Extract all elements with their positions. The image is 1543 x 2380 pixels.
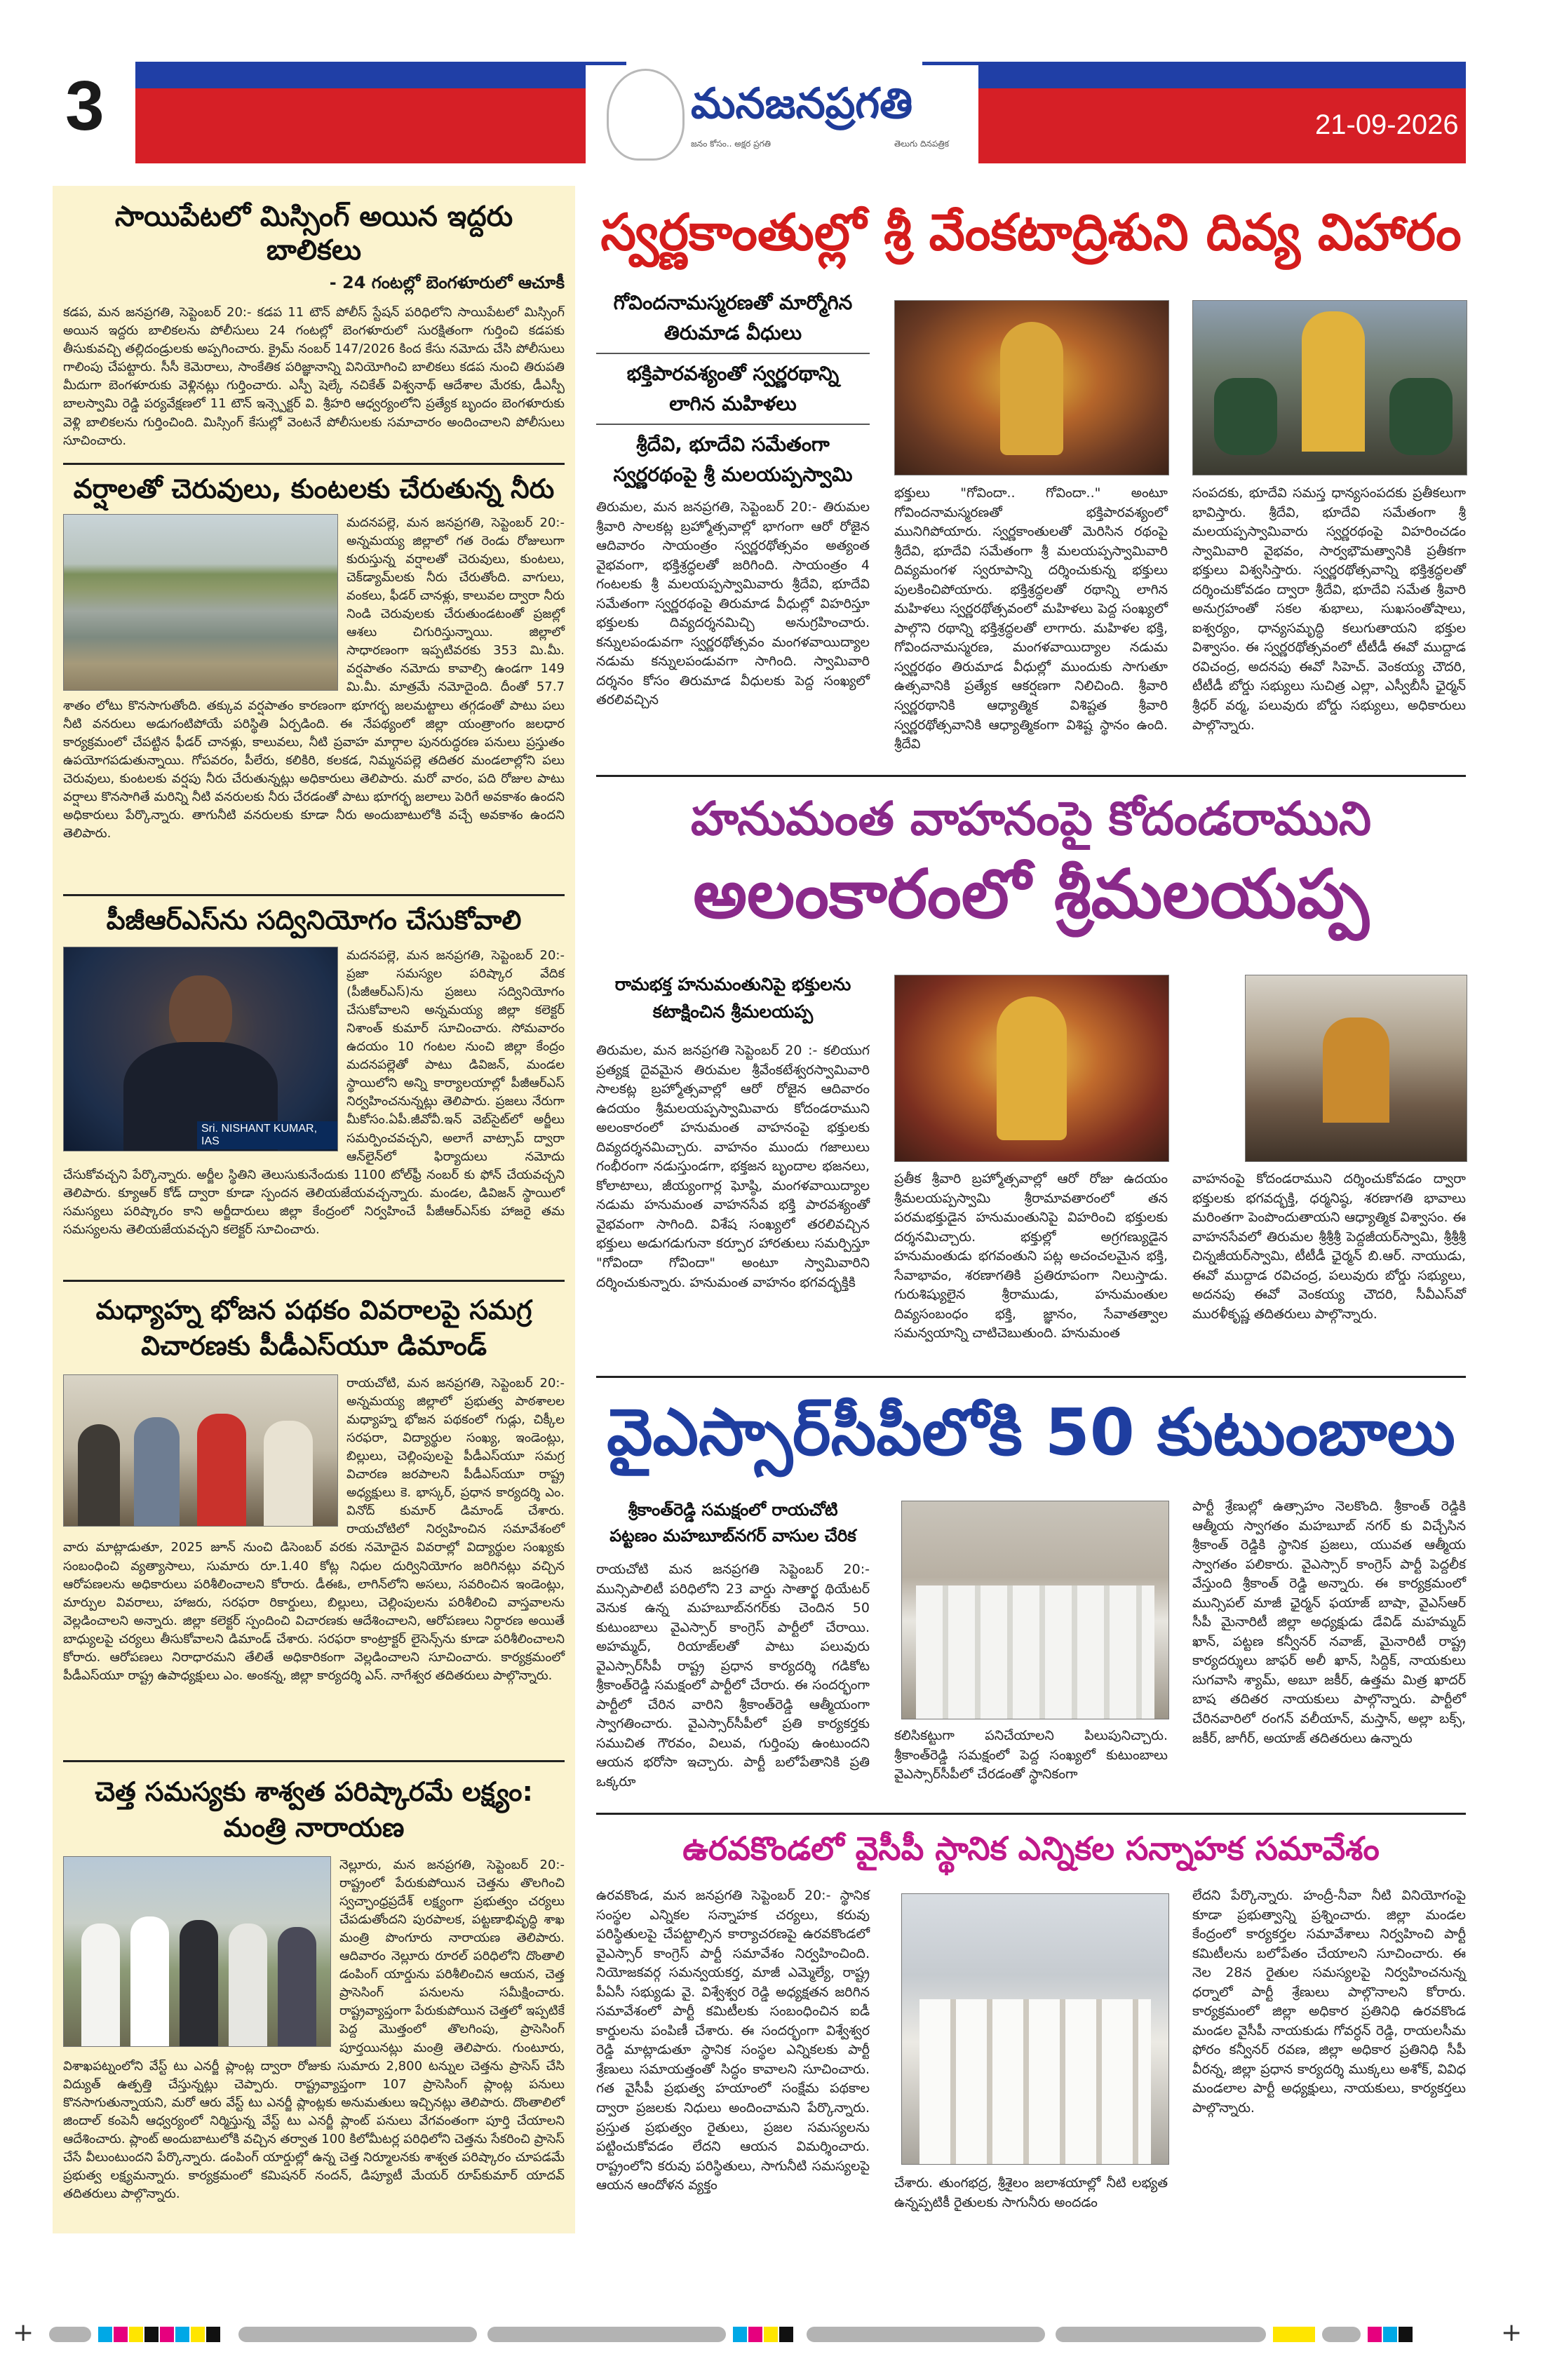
- divider: [63, 1280, 565, 1282]
- photo-malayappa-deity: [894, 300, 1169, 475]
- article-tanks-filling: [63, 473, 565, 843]
- article-body: కడప, మన జనప్రగతి, సెప్టెంబర్ 20:- కడప 11 టౌన్ పోలీస్ స్టేషన్ పరిధిలోని సాయిపేటలో మిస్సింగ్ అయిన ఇద్దరు బాలికలను పోలీసులు 24 గంటల్లో బెంగళూరులో సురక్షితంగా గుర్తించి కడపకు తీసుకువచ్చి తల్లిదండ్రులకు అప్పగించారు. క్రైమ్ నంబర్ 147/2026 కింద కేసు నమోదు చేసి పోలీసులు గాలింపు చేపట్టారు. సీసీ కెమెరాలు, సాంకేతిక పరిజ్ఞానాన్ని వినియోగించి బాలికలు కడప నుంచి తిరుపతి మీదుగా బెంగళూరుకు వెళ్లినట్లు గుర్తించారు. ఎస్పీ షెల్కే నచికేత్ విశ్వనాథ్ ఆదేశాల మేరకు, డీఎస్పీ బాలస్వామి రెడ్డి పర్యవేక్షణలో 11 టౌన్ ఇన్స్పెక్టర్ వి. శ్రీహరి ఆధ్వర్యంలోని ప్రత్యేక బృందం బెంగళూరుకు వెళ్లి బాలికలను గుర్తించింది. మిస్సింగ్ కేసుల్లో వెంటనే పోలీసులకు సమాచారం అందించాలని పోలీసులు సూచించారు.: [63, 305, 565, 448]
- color-swatch: [206, 2327, 220, 2342]
- color-swatch: [114, 2327, 128, 2342]
- photo-minister-visit: [63, 1856, 331, 2047]
- article-column: ఉరవకొండ, మన జనప్రగతి సెప్టెంబర్ 20:- స్థానిక సంస్థల ఎన్నికల సన్నాహక చర్యలు, కరువు పరిస్థితులపై చేపట్టాల్సిన కార్యాచరణపై ఉరవకొండలో వైఎస్సార్ కాంగ్రెస్ పార్టీ సమావేశం నిర్వహించింది. నియోజకవర్గ సమన్వయకర్త, మాజీ ఎమ్మెల్యే, రాష్ట్ర పీఏసీ సభ్యుడు వై. విశ్వేశ్వర రెడ్డి అధ్యక్షతన జరిగిన సమావేశంలో పార్టీ కమిటీలకు సంబంధించిన ఐడీ కార్డులను పంపిణీ చేశారు. ఈ సందర్భంగా విశ్వేశ్వర రెడ్డి మాట్లాడుతూ స్థానిక సంస్థల ఎన్నికలకు పార్టీ శ్రేణులు సమాయత్తంతో సిద్ధం కావాలని సూచించారు. గత వైసీపీ ప్రభుత్వ హయాంలో సంక్షేమ పథకాల ద్వారా ప్రజలకు నిధులు అందించామని పేర్కొన్నారు. ప్రస్తుత ప్రభుత్వం రైతులు, ప్రజల సమస్యలను పట్టించుకోవడం లేదని ఆయన విమర్శించారు. రాష్ట్రంలోని కరువు పరిస్థితులు, సాగునీటి సమస్యలపై ఆయన ఆందోళన వ్యక్తం: [596, 1888, 870, 2193]
- subheadline-line: గోవిందనామస్మరణతో మార్మోగిన: [613, 291, 853, 314]
- headline: మధ్యాహ్న భోజన పథకం వివరాలపై సమగ్ర విచారణకు పీడీఎస్‌యూ డిమాండ్: [95, 1294, 532, 1362]
- article-column: తిరుమల, మన జనప్రగతి, సెప్టెంబర్ 20:- తిరుమల శ్రీవారి సాలకట్ల బ్రహ్మోత్సవాల్లో భాగంగా ఆరో రోజైన ఆదివారం సాయంత్రం స్వర్ణరథోత్సవం అత్యంత వైభవంగా, భక్తిశ్రద్ధలతో జరిగింది. సాయంత్రం 4 గంటలకు శ్రీ మలయప్పస్వామివారు శ్రీదేవి, భూదేవి సమేతంగా స్వర్ణరథంపై తిరుమాడ వీధుల్లో విహరిస్తూ భక్తులకు దివ్యదర్శనమిచ్చి అనుగ్రహించారు. కన్నులపండువగా స్వర్ణరథోత్సవం మంగళవాయిద్యాల నడుమ కన్నులపండువగా సాగింది. స్వామివారి దర్శనం కోసం తిరుమాడ వీధులకు పెద్ద సంఖ్యలో తరలివచ్చిన: [596, 499, 870, 708]
- color-swatch: [160, 2327, 174, 2342]
- article-midday-meal: [63, 1292, 565, 1685]
- subheadline-line: భక్తిపారవశ్యంతో స్వర్ణరథాన్ని: [596, 353, 870, 388]
- headline-uravakonda-meeting: ఉరవకొండలో వైసీపీ స్థానిక ఎన్నికల సన్నాహక సమావేశం: [682, 1830, 1380, 1867]
- masthead: [53, 62, 1466, 163]
- photo-collector: [63, 947, 338, 1151]
- subheadline-line: రామభక్త హనుమంతునిపై భక్తులను: [614, 974, 851, 994]
- article-column: ప్రతీక శ్రీవారి బ్రహ్మోత్సవాల్లో ఆరో రోజు ఉదయం శ్రీమలయప్పస్వామి శ్రీరామావతారంలో తన పరమభక్తుడైన హనుమంతునిపై విహరించి భక్తులకు దర్శనమిచ్చారు. భక్తుల్లో అగ్రగణ్యుడైన హనుమంతుడు భగవంతుని పట్ల అచంచలమైన భక్తి, సేవాభావం, శరణాగతికి ప్రతిరూపంగా నిలుస్తాడు. గురుశిష్యులైన శ్రీరాముడు, హనుమంతుల దివ్యసంబంధం భక్తి, జ్ఞానం, సేవాతత్వాల సమన్వయాన్ని చాటిచెబుతుంది. హనుమంత: [894, 1171, 1168, 1341]
- photo-golden-chariot: [1192, 300, 1467, 475]
- page-number-box: [53, 62, 130, 163]
- subheadline-line: శ్రీదేవి, భూదేవి సమేతంగా: [596, 424, 870, 459]
- headline-ysrcp-joining: వైఎస్సార్‌సీపీలోకి 50 కుటుంబాలు: [607, 1395, 1455, 1470]
- color-swatch: [129, 2327, 143, 2342]
- subheadline-line: లాగిన మహిళలు: [669, 392, 797, 416]
- headline: వర్షాలతో చెరువులు, కుంటలకు చేరుతున్న నీరు: [73, 473, 555, 504]
- photo-hanumantha-vahanam: [894, 975, 1169, 1162]
- subheadline-list: [596, 288, 870, 489]
- article-body: నెల్లూరు, మన జనప్రగతి, సెప్టెంబర్ 20:- రాష్ట్రంలో పేరుకుపోయిన చెత్తను తొలగించి స్వచ్ఛాంధ్రప్రదేశ్ లక్ష్యంగా ప్రభుత్వం చర్యలు చేపడుతోందని పురపాలక, పట్టణాభివృద్ధి శాఖ మంత్రి పొంగూరు నారాయణ తెలిపారు. ఆదివారం నెల్లూరు రూరల్ పరిధిలోని దొంతాలి డంపింగ్ యార్డును పరిశీలించిన ఆయన, చెత్త ప్రాసెసింగ్ పనులను సమీక్షించారు. రాష్ట్రవ్యాప్తంగా పేరుకుపోయిన చెత్తలో ఇప్పటికే పెద్ద మొత్తంలో తొలగింపు, ప్రాసెసింగ్ పూర్తయినట్లు మంత్రి తెలిపారు. గుంటూరు, విశాఖపట్నంలోని వేస్ట్ టు ఎనర్జీ ప్లాంట్ల ద్వారా రోజుకు సుమారు 2,800 టన్నుల చెత్తను ప్రాసెస్ చేసి విద్యుత్ ఉత్పత్తి చేస్తున్నట్లు చెప్పారు. రాష్ట్రవ్యాప్తంగా 107 ప్రాసెసింగ్ ప్లాంట్ల పనులు కొనసాగుతున్నాయని, మరో ఆరు వేస్ట్ టు ఎనర్జీ ప్లాంట్లకు అనుమతులు ఇచ్చినట్లు తెలిపారు. దొంతాలిలో జిందాల్ కంపెనీ ఆధ్వర్యంలో నిర్మిస్తున్న వేస్ట్ టు ఎనర్జీ ప్లాంట్ పనులు వేగవంతంగా పూర్తి చేయాలని ఆదేశించారు. ప్లాంట్ అందుబాటులోకి వచ్చిన తర్వాత 100 కిలోమీటర్ల పరిధిలోని చెత్తను సేకరించి ప్రాసెస్ చేసే వీలుంటుందని పేర్కొన్నారు. డంపింగ్ యార్డుల్లో ఉన్న చెత్త నిర్మూలనకు శాశ్వత పరిష్కారం చూపడమే ప్రభుత్వ లక్ష్యమన్నారు. కార్యక్రమంలో కమిషనర్ నందన్, డిప్యూటీ మేయర్ రూప్‌కుమార్ యాదవ్ తదితరులు పాల్గొన్నారు.: [63, 1857, 565, 2202]
- person-silhouette: [169, 975, 232, 1053]
- article-column: లేదని పేర్కొన్నారు. హంద్రీ-నీవా నీటి వినియోగంపై కూడా ప్రభుత్వాన్ని ప్రశ్నించారు. జిల్లా మండల కేంద్రంలో కార్యకర్తల సమావేశాలు నిర్వహించి పార్టీ కమిటీలను బలోపేతం చేయాలని సూచించారు. ఈ నెల 28న రైతుల సమస్యలపై నిర్వహించనున్న ధర్నాలో పార్టీ శ్రేణులు పాల్గొనాలని కోరారు. కార్యక్రమంలో జిల్లా అధికార ప్రతినిధి ఉరవకొండ మండల వైసీపీ నాయకుడు గోవర్ధన్ రెడ్డి, రాయలసీమ ఫోరం కన్వీనర్ రవణ, జిల్లా అధికార ప్రతినిధి సీపీ వీరన్న, జిల్లా ప్రధాన కార్యదర్శి ముక్కలు అశోక్, వివిధ మండలాల పార్టీ అధ్యక్షులు, నాయకులు, కార్యకర్తలు పాల్గొన్నారు.: [1192, 1888, 1466, 2116]
- headline-hanumantha-line1: హనుమంత వాహనంపై కోదండరాముని: [690, 792, 1372, 846]
- headline: చెత్త సమస్యకు శాశ్వత పరిష్కారమే లక్ష్యం: మంత్రి నారాయణ: [95, 1776, 533, 1844]
- headline: సాయిపేటలో మిస్సింగ్ అయిన ఇద్దరు బాలికలు: [114, 201, 513, 266]
- masthead-bar-right: [922, 62, 1466, 163]
- article-column: పార్టీ శ్రేణుల్లో ఉత్సాహం నెలకొంది. శ్రీకాంత్ రెడ్డికి ఆత్మీయ స్వాగతం మహబూబ్ నగర్ కు విచ్చేసిన శ్రీకాంత్ రెడ్డికి స్థానిక ప్రజలు, యువత ఆత్మీయ స్వాగతం పలికారు. వైఎస్సార్ కాంగ్రెస్ పార్టీ పెద్దలీక వేస్తుంది శ్రీకాంత్ రెడ్డి అన్నారు. ఈ కార్యక్రమంలో మున్సిపల్ మాజీ ఛైర్మన్ ఫయాజ్ బాషా, వైఎస్ఆర్ సీపీ మైనారిటీ జిల్లా అధ్యక్షుడు డేవిడ్ మహమ్మద్ ఖాన్, పట్టణ కన్వీనర్ నవాజ్, మైనారిటీ రాష్ట్ర కార్యదర్శులు జాఫర్ అలీ ఖాన్, సిద్దిక్, నాయకులు సుగవాసి శ్యామ్, అబూ జకీర్, ఉత్తమ మిత్ర ఖాదర్ బాష తదితర నాయకులు పాల్గొన్నారు. పార్టీలో చేరినవారిలో రంగన్ వలీయాన్, మస్తాన్, అల్లా బక్స్, జకీర్, జాగీర్, అయాజ్ తదితరులు ఉన్నారు: [1192, 1499, 1466, 1746]
- subheadline-list: [596, 1497, 870, 1549]
- color-swatch: [175, 2327, 189, 2342]
- paper-language-tag: తెలుగు దినపత్రిక: [894, 139, 950, 149]
- headline: పీజీఆర్ఎస్‌ను సద్వినియోగం చేసుకోవాలి: [106, 905, 522, 935]
- photo-water-tank: [63, 514, 338, 691]
- page-number: 3: [65, 67, 105, 145]
- headline-hanumantha-line2: అలంకారంలో శ్రీమలయప్ప: [693, 855, 1369, 933]
- photo-pdsu-meeting: [63, 1374, 338, 1527]
- paper-name: మనజనప్రగతి: [691, 79, 913, 128]
- article-body: రాయచోటి, మన జనప్రగతి, సెప్టెంబర్ 20:- అన్నమయ్య జిల్లాలో ప్రభుత్వ పాఠశాలల మధ్యాహ్న భోజన పథకంలో గుడ్లు, చిక్కీల సరఫరా, విద్యార్థుల సంఖ్య, ఇండెంట్లు, బిల్లులు, చెల్లింపులపై పీడీఎస్‌యూ సమగ్ర విచారణ జరపాలని పీడీఎస్‌యూ రాష్ట్ర అధ్యక్షులు కె. భాస్కర్, ప్రధాన కార్యదర్శి ఎం. వినోద్ కుమార్ డిమాండ్ చేశారు. రాయచోటిలో నిర్వహించిన సమావేశంలో వారు మాట్లాడుతూ, 2025 జూన్ నుంచి డిసెంబర్ వరకు నమోదైన వివరాల్లో విద్యార్థుల సంఖ్యకు సంబంధించి వ్యత్యాసాలు, సుమారు రూ.1.40 కోట్ల నిధుల దుర్వినియోగం జరిగినట్లు వచ్చిన ఆరోపణలను అధికారులు పరిశీలించాలని కోరారు. డీఈఓ, లాగిన్‌లోని అసలు, సవరించిన ఇండెంట్లు, మార్పుల వివరాలు, హాజరు, సరఫరా రికార్డులు, బిల్లులు, చెల్లింపులను పరిశీలించి వాస్తవాలను వెల్లడించాలని అన్నారు. జిల్లా కలెక్టర్ స్పందించి విచారణకు ఆదేశించాలని, ఆరోపణలు నిర్ధారణ అయితే బాధ్యులపై చర్యలు తీసుకోవాలని డిమాండ్ చేశారు. సరఫరా కాంట్రాక్టర్ లైసెన్స్‌ను కూడా పరిశీలించాలని కోరారు. ఆరోపణలు నిరాధారమని తేలితే అధికారికంగా వెల్లడించాలని సూచించారు. కార్యక్రమంలో పీడీఎస్‌యూ రాష్ట్ర ఉపాధ్యక్షులు ఎం. అంకన్న, జిల్లా కార్యదర్శి ఎస్. నాగేశ్వర తదితరులు పాల్గొన్నారు.: [63, 1375, 565, 1684]
- divider: [596, 775, 1466, 777]
- divider: [63, 894, 565, 896]
- article-missing-girls: [63, 200, 565, 450]
- divider: [596, 1376, 1466, 1378]
- article-garbage-minister: [63, 1774, 565, 2203]
- article-column: తిరుమల, మన జనప్రగతి సెప్టెంబర్ 20 :- కలియుగ ప్రత్యక్ష దైవమైన తిరుమల శ్రీవేంకటేశ్వరస్వామివారి సాలకట్ల బ్రహ్మోత్సవాల్లో ఆరో రోజైన ఆదివారం ఉదయం శ్రీమలయప్పస్వామివారు కోదండరాముని అలంకారంలో హనుమంత వాహనంపై భక్తులకు దివ్యదర్శనమిచ్చారు. వాహనం ముందు గజాలులు గంభీరంగా నడుస్తుండగా, భక్తజన బృందాల భజనలు, కోలాటాలు, జీయ్యంగార్ల ఘోష్ఠి, మంగళవాయిద్యాల నడుమ హనుమంత వాహనసేవ భక్తి పారవశ్యంతో వైభవంగా సాగింది. విశేష సంఖ్యలో తరలివచ్చిన భక్తులు అడుగడుగునా కర్పూర హారతులు సమర్పిస్తూ "గోవిందా గోవిందా" అంటూ స్వామివారిని దర్శించుకున్నారు. హనుమంత వాహనం భగవద్భక్తికి: [596, 1043, 870, 1290]
- article-column: రాయచోటి మన జనప్రగతి సెప్టెంబర్ 20:- మున్సిపాలిటీ పరిధిలోని 23 వార్డు సాతార్ఖ థియేటర్ వెనుక ఉన్న మహబూబ్‌నగర్‌కు చెందిన 50 కుటుంబాలు వైఎస్సార్ కాంగ్రెస్ పార్టీలో చేరాయి. అహమ్మద్, రియాజ్‌లతో పాటు పలువురు వైఎస్సార్‌సీపీ రాష్ట్ర ప్రధాన కార్యదర్శి గడికోట శ్రీకాంత్‌రెడ్డి సమక్షంలో పార్టీలో చేరారు. ఈ సందర్భంగా పార్టీలో చేరిన వారిని శ్రీకాంత్‌రెడ్డి ఆత్మీయంగా స్వాగతించారు. వైఎస్సార్‌సీపీలో ప్రతి కార్యకర్తకు సముచిత గౌరవం, విలువ, గుర్తింపు ఉంటుందని ఆయన భరోసా ఇచ్చారు. పార్టీ బలోపేతానికి ప్రతి ఒక్కరూ: [596, 1562, 870, 1790]
- article-column: భక్తులు "గోవిందా.. గోవిందా.." అంటూ గోవిందనామస్మరణతో భక్తిపారవశ్యంలో మునిగిపోయారు. స్వర్ణకాంతులతో మెరిసిన రథంపై శ్రీదేవి, భూదేవి సమేతంగా శ్రీ మలయప్పస్వామివారి దివ్యమంగళ స్వరూపాన్ని దర్శించుకున్న భక్తులు పులకించిపోయారు. భక్తిశ్రద్ధలతో రథాన్ని లాగిన మహిళలు స్వర్ణరథోత్సవంలో మహిళలు పెద్ద సంఖ్యలో పాల్గొని రథాన్ని భక్తిశ్రద్ధలతో లాగారు. మహిళల భక్తి, గోవిందనామస్మరణ, మంగళవాయిద్యాల నడుమ స్వర్ణరథం తిరుమాడ వీధుల్లో ముందుకు సాగుతూ ఉత్సవానికి ప్రత్యేక ఆకర్షణగా నిలిచింది. శ్రీవారి స్వర్ణరథానికి ఆధ్యాత్మిక విశిష్టత శ్రీవారి స్వర్ణరథోత్సవానికి ఆధ్యాత్మికంగా విశిష్ట స్థానం ఉంది. శ్రీదేవి: [894, 485, 1168, 752]
- issue-date: 21-09-2026: [1315, 109, 1459, 140]
- color-swatch: [98, 2327, 112, 2342]
- left-column: [53, 186, 575, 2233]
- subheadline-line: కటాక్షించిన శ్రీమలయప్ప: [652, 1001, 814, 1022]
- photo-name-plate: Sri. NISHANT KUMAR, IAS: [197, 1121, 337, 1149]
- color-swatch: [144, 2327, 159, 2342]
- divider: [596, 1813, 1466, 1815]
- registration-mark-icon: +: [13, 2318, 34, 2347]
- subheadline-line: తిరుమాడ వీధులు: [663, 321, 802, 345]
- divider: [63, 1760, 565, 1762]
- subheadline: - 24 గంటల్లో బెంగళూరులో ఆచూకీ: [329, 273, 565, 292]
- photo-devotees-crowd: [1245, 975, 1467, 1162]
- subheadline-list: [596, 971, 870, 1026]
- article-column: వాహనంపై కోదండరాముని దర్శించుకోవడం ద్వారా భక్తులకు భగవద్భక్తి, ధర్మనిష్ఠ, శరణాగతి భావాలు మరింతగా పెంపొందుతాయని ఆధ్యాత్మిక విశ్వాసం. ఈ వాహనసేవలో తిరుమల శ్రీశ్రీశ్రీ పెద్దజీయర్‌స్వామి, శ్రీశ్రీశ్రీ చిన్నజీయర్‌స్వామి, టీటీడీ ఛైర్మన్ బి.ఆర్. నాయుడు, ఈవో ముద్దాడ రవిచంద్ర, పలువురు బోర్డు సభ్యులు, అదనపు ఈవో వెంకయ్య చౌదరి, సీవీఎస్‌వో మురళీకృష్ణ తదితరులు పాల్గొన్నారు.: [1192, 1171, 1466, 1322]
- paper-logo: [586, 65, 978, 163]
- masthead-bar-left: [135, 62, 626, 163]
- paper-tagline: జనం కోసం.. అక్షర ప్రగతి: [691, 139, 772, 149]
- article-pgrs: [63, 905, 565, 1239]
- subheadline-line: శ్రీకాంత్‌రెడ్డి సమక్షంలో రాయచోటి: [628, 1500, 838, 1520]
- color-swatch: [191, 2327, 205, 2342]
- article-column: సంపదకు, భూదేవి సమస్త ధాన్యసంపదకు ప్రతీకలుగా భావిస్తారు. శ్రీదేవి, భూదేవి సమేతంగా శ్రీ మలయప్పస్వామివారు స్వర్ణరథంపై విహరించడం స్వామివారి వైభవం, సార్వభౌమత్వానికి ప్రతీకగా భక్తులు విశ్వసిస్తారు. స్వర్ణరథోత్సవాన్ని భక్తిశ్రద్ధలతో దర్శించుకోవడం ద్వారా శ్రీదేవి, భూదేవి సమేత శ్రీవారి అనుగ్రహంతో సకల శుభాలు, సుఖసంతోషాలు, ఐశ్వర్యం, ధాన్యసమృద్ధి కలుగుతాయని భక్తుల విశ్వాసం. ఈ స్వర్ణరథోత్సవంలో టీటీడీ ఈవో ముద్దాడ రవిచంద్ర, అదనపు ఈవో సిహెచ్. వెంకయ్య చౌదరి, టీటీడీ బోర్డు సభ్యులు సుచిత్ర ఎల్లా, ఎస్వీబీసీ ఛైర్మన్ శ్రీధర్ వర్మ, పలువురు బోర్డు సభ్యులు, అధికారులు పాల్గొన్నారు.: [1192, 485, 1466, 733]
- article-body: మదనపల్లె, మన జనప్రగతి, సెప్టెంబర్ 20:- అన్నమయ్య జిల్లాలో గత రెండు రోజులుగా కురుస్తున్న వర్షాలతో చెరువులు, కుంటలు, చెక్‌డ్యామ్‌లకు నీరు చేరుతోంది. వాగులు, వంకలు, ఫీడర్ చానళ్లు, కాలువల ద్వారా నీరు నిండి చెరువులకు చేరుతుండటంతో ప్రజల్లో ఆశలు చిగురిస్తున్నాయి. జిల్లాలో సాధారణంగా ఇప్పటివరకు 353 మి.మీ. వర్షపాతం నమోదు కావాల్సి ఉండగా 149 మి.మీ. మాత్రమే నమోదైంది. దీంతో 57.7 శాతం లోటు కొనసాగుతోంది. తక్కువ వర్షపాతం కారణంగా భూగర్భ జలమట్టాలు తగ్గడంతో పాటు పలు నీటి వనరులు అడుగంటిపోయే పరిస్థితి ఏర్పడింది. ఈ నేపథ్యంలో జిల్లా యంత్రాంగం జలధార కార్యక్రమంలో చేపట్టిన ఫీడర్ చానళ్లు, కాలువలు, నీటి ప్రవాహ మార్గాల పునరుద్ధరణ పనులు ప్రస్తుతం ఉపయోగపడుతున్నాయి. గోపవరం, పీలేరు, కలికిరి, కలకడ, నిమ్మనపల్లె తదితర మండలాల్లోని పలు చెరువులు, కుంటలకు వర్షపు నీరు చేరుతున్నట్లు అధికారులు తెలిపారు. మరో వారం, పది రోజుల పాటు వర్షాలు కొనసాగితే మరిన్ని నీటి వనరులకు నీరు చేరడంతో పాటు భూగర్భ జలాలు పెరిగే అవకాశం ఉందని అధికారులు పేర్కొన్నారు. తాగునీటి వనరులకు కూడా నీరు అందుబాటులోకి వచ్చే అవకాశం ఉందని తెలిపారు.: [63, 515, 565, 841]
- photo-party-joining: [901, 1501, 1169, 1719]
- subheadline-line: పట్టణం మహబూబ్‌నగర్ వాసుల చేరిక: [609, 1526, 856, 1546]
- subheadline-line: స్వర్ణరథంపై శ్రీ మలయప్పస్వామి: [613, 462, 853, 486]
- headline-swarna-ratham: స్వర్ణకాంతుల్లో శ్రీ వేంకటాద్రిశుని దివ్య విహారం: [600, 203, 1462, 262]
- article-column: చేశారు. తుంగభద్ర, శ్రీశైలం జలాశయాల్లో నీటి లభ్యత ఉన్నప్పటికీ రైతులకు సాగునీరు అందడం: [894, 2175, 1168, 2210]
- registration-mark-icon: +: [1501, 2318, 1523, 2347]
- divider: [63, 463, 565, 465]
- article-body: మదనపల్లె, మన జనప్రగతి, సెప్టెంబర్ 20:- ప్రజా సమస్యల పరిష్కార వేదిక (పీజీఆర్ఎస్)ను ప్రజలు సద్వినియోగం చేసుకోవాలని అన్నమయ్య జిల్లా కలెక్టర్ నిశాంత్ కుమార్ సూచించారు. సోమవారం ఉదయం 10 గంటల నుంచి జిల్లా కేంద్రం మదనపల్లెతో పాటు డివిజన్, మండల స్థాయిలోని అన్ని కార్యాలయాల్లో పీజీఆర్ఎస్ నిర్వహించనున్నట్లు తెలిపారు. ప్రజలు నేరుగా మీకోసం.ఏపీ.జీవోవీ.ఇన్ వెబ్‌సైట్‌లో అర్జీలు సమర్పించవచ్చని, అలాగే వాట్సాప్ ద్వారా ఆన్‌లైన్‌లో ఫిర్యాదులు నమోదు చేసుకోవచ్చని పేర్కొన్నారు. అర్జీల స్థితిని తెలుసుకునేందుకు 1100 టోల్‌ఫ్రీ నంబర్ కు ఫోన్ చేయవచ్చని తెలిపారు. క్యూఆర్ కోడ్ ద్వారా కూడా స్పందన తెలియజేయవచ్చన్నారు. మండల, డివిజన్ స్థాయిలో సమస్యలు పరిష్కారం కాని అర్జీదారులు జిల్లా కేంద్రంలో నిర్వహించే పీజీఆర్ఎస్‌కు హాజరై తమ సమస్యలను తెలియజేయవచ్చని కలెక్టర్ సూచించారు.: [63, 947, 565, 1237]
- article-column: కలిసికట్టుగా పనిచేయాలని పిలుపునిచ్చారు. శ్రీకాంత్‌రెడ్డి సమక్షంలో పెద్ద సంఖ్యలో కుటుంబాలు వైఎస్సార్‌సీపీలో చేరడంతో స్థానికంగా: [894, 1728, 1168, 1783]
- logo-emblem-icon: [607, 69, 685, 161]
- photo-ysrcp-meeting: [901, 1893, 1169, 2165]
